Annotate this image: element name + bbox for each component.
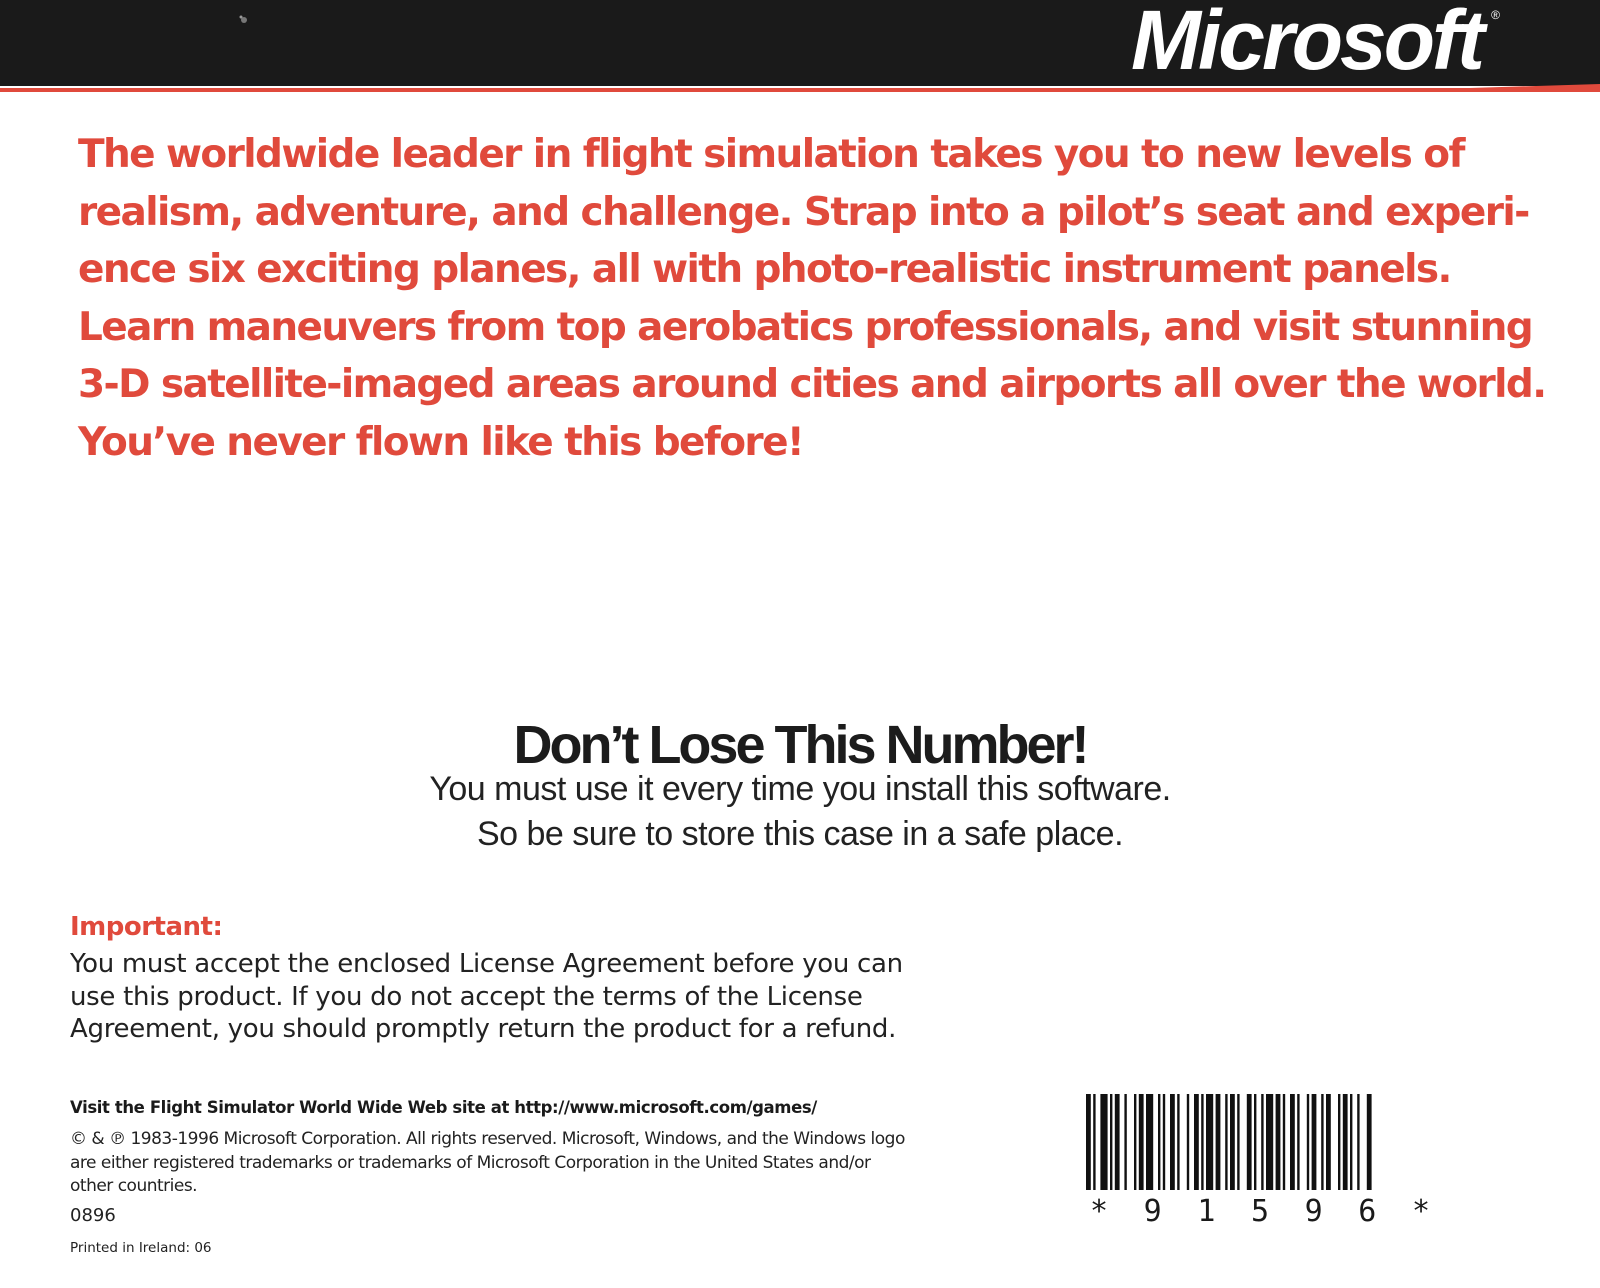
- important-label: Important:: [70, 912, 223, 942]
- barcode-number: [1090, 1194, 1430, 1229]
- barcode-bar: [1134, 1094, 1136, 1190]
- important-line: Agreement, you should promptly return the product for a refund.: [70, 1014, 897, 1044]
- barcode-bar: [1276, 1094, 1281, 1190]
- microsoft-logo: Microsoft: [1131, 0, 1482, 87]
- barcode-bar: [1266, 1094, 1273, 1190]
- barcode-bar: [1367, 1094, 1372, 1190]
- intro-line: realism, adventure, and challenge. Strap into a pilot’s seat and experi-: [78, 189, 1529, 235]
- barcode-bar: [1326, 1094, 1331, 1190]
- copyright-line: other countries.: [70, 1176, 198, 1196]
- copyright-notice: [70, 1128, 1030, 1199]
- intro-line: Learn maneuvers from top aerobatics professionals, and visit stunning: [78, 304, 1533, 350]
- barcode-bar: [1115, 1094, 1120, 1190]
- barcode-bar: [1110, 1094, 1112, 1190]
- barcode-char: 9: [1304, 1194, 1323, 1229]
- barcode-bar: [1146, 1094, 1153, 1190]
- intro-paragraph: [78, 126, 1546, 471]
- barcode-bar: [1187, 1094, 1189, 1190]
- important-text: [70, 948, 1020, 1046]
- barcode-bar: [1100, 1094, 1107, 1190]
- intro-line: The worldwide leader in flight simulation takes you to new levels of: [78, 132, 1464, 177]
- barcode-bar: [1312, 1094, 1317, 1190]
- barcode-char: 5: [1250, 1194, 1270, 1229]
- intro-line: You’ve never flown like this before!: [78, 419, 804, 465]
- important-line: You must accept the enclosed License Agreement before you can: [70, 949, 903, 979]
- barcode: [1086, 1094, 1434, 1190]
- barcode-bar: [1177, 1094, 1179, 1190]
- barcode-bar: [1357, 1094, 1359, 1190]
- barcode-bar: [1297, 1094, 1299, 1190]
- barcode-bar: [1343, 1094, 1348, 1190]
- barcode-bar: [1170, 1094, 1175, 1190]
- barcode-bar: [1230, 1094, 1235, 1190]
- barcode-bar: [1247, 1094, 1252, 1190]
- barcode-bar: [1321, 1094, 1323, 1190]
- barcode-bar: [1290, 1094, 1295, 1190]
- barcode-bar: [1194, 1094, 1199, 1190]
- barcode-char: 9: [1143, 1194, 1162, 1229]
- intro-line: 3-D satellite-imaged areas around cities and airports all over the world.: [78, 362, 1546, 407]
- barcode-bar: [1139, 1094, 1144, 1190]
- barcode-bar: [1225, 1094, 1227, 1190]
- barcode-char: *: [1411, 1194, 1430, 1229]
- barcode-bar: [1158, 1094, 1160, 1190]
- printed-in: Printed in Ireland: 06: [70, 1240, 212, 1256]
- barcode-char: 1: [1197, 1194, 1216, 1229]
- registered-mark: ®: [1491, 8, 1500, 22]
- notice-line-1: You must use it every time you install this software.: [429, 770, 1171, 808]
- barcode-bar: [1216, 1094, 1221, 1190]
- barcode-bar: [1350, 1094, 1352, 1190]
- copyright-line: © & ℗ 1983-1996 Microsoft Corporation. All rights reserved. Microsoft, Windows, and the Windows logo: [70, 1129, 905, 1149]
- barcode-bar: [1307, 1094, 1309, 1190]
- important-line: use this product. If you do not accept the terms of the License: [70, 981, 863, 1012]
- barcode-char: 6: [1358, 1194, 1377, 1229]
- barcode-bar: [1163, 1094, 1165, 1190]
- barcode-bar: [1254, 1094, 1256, 1190]
- barcode-bar: [1201, 1094, 1203, 1190]
- product-code: 0896: [70, 1205, 116, 1226]
- copyright-line: are either registered trademarks or trademarks of Microsoft Corporation in the United States and/or: [70, 1152, 871, 1173]
- website-notice: Visit the Flight Simulator World Wide Web site at http://www.microsoft.com/games/: [70, 1098, 817, 1117]
- intro-line: ence six exciting planes, all with photo-realistic instrument panels.: [78, 247, 1451, 292]
- barcode-bar: [1124, 1094, 1126, 1190]
- barcode-char: *: [1090, 1194, 1109, 1229]
- barcode-bar: [1093, 1094, 1095, 1190]
- barcode-bar: [1237, 1094, 1239, 1190]
- barcode-bar: [1206, 1094, 1213, 1190]
- notice-headline: Don’t Lose This Number!: [513, 715, 1087, 775]
- barcode-bar: [1283, 1094, 1285, 1190]
- barcode-bar: [1261, 1094, 1263, 1190]
- barcode-bar: [1086, 1094, 1091, 1190]
- barcode-bar: [1338, 1094, 1340, 1190]
- dust-speck: [238, 14, 250, 26]
- notice-line-2: So be sure to store this case in a safe place.: [476, 815, 1124, 853]
